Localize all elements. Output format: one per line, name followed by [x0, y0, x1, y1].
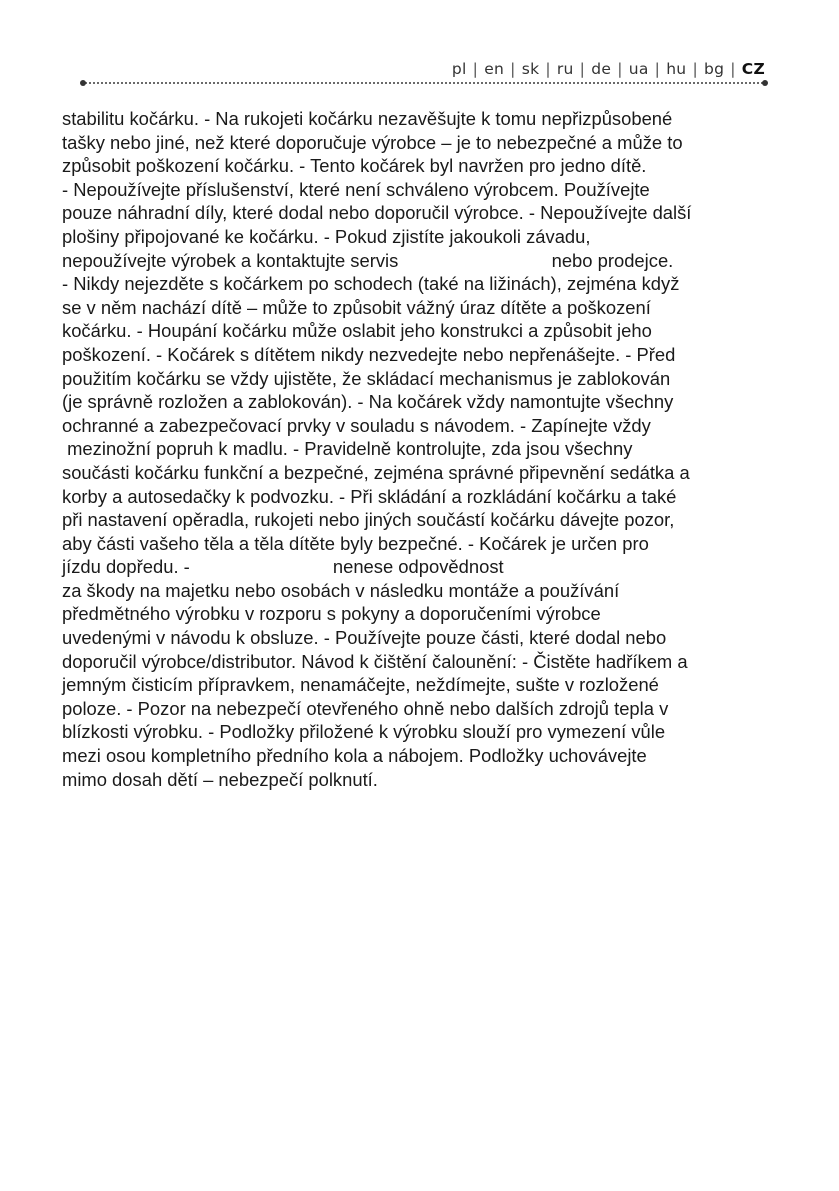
lang-separator: |	[472, 60, 479, 78]
body-line: doporučil výrobce/distributor. Návod k čištění čalounění: - Čistěte hadříkem a	[62, 650, 688, 672]
body-line: - Nepoužívejte příslušenství, které není schváleno výrobcem. Používejte	[62, 178, 650, 200]
lang-cz-active: CZ	[741, 60, 765, 78]
lang-ua[interactable]: ua	[628, 60, 649, 78]
lang-sk[interactable]: sk	[521, 60, 540, 78]
lang-de[interactable]: de	[591, 60, 612, 78]
body-line: nepoužívejte výrobek a kontaktujte servis nebo prodejce.	[62, 249, 674, 271]
body-line: jemným čisticím přípravkem, nenamáčejte, neždímejte, sušte v rozložené	[62, 674, 659, 696]
lang-ru[interactable]: ru	[556, 60, 574, 78]
lang-separator: |	[579, 60, 586, 78]
manual-body-text	[62, 107, 786, 791]
body-line: způsobit poškození kočárku. - Tento kočárek byl navržen pro jedno dítě.	[62, 155, 647, 177]
body-line: kočárku. - Houpání kočárku může oslabit jeho konstrukci a způsobit jeho	[62, 320, 652, 342]
divider-end-dot	[762, 80, 768, 86]
body-line: korby a autosedačky k podvozku. - Při skládání a rozkládání kočárku a také	[62, 485, 677, 507]
body-line: (je správně rozložen a zablokován). - Na kočárek vždy namontujte všechny	[62, 391, 674, 413]
lang-bg[interactable]: bg	[703, 60, 725, 78]
body-line: se v něm nachází dítě – může to způsobit vážný úraz dítěte a poškození	[62, 296, 651, 318]
body-line: - Nikdy nejezděte s kočárkem po schodech (také na ližinách), zejména když	[62, 273, 680, 295]
body-line: aby části vašeho těla a těla dítěte byly bezpečné. - Kočárek je určen pro	[62, 532, 649, 554]
body-line: ochranné a zabezpečovací prvky v souladu s návodem. - Zapínejte vždy	[62, 414, 651, 436]
body-line: blízkosti výrobku. - Podložky přiložené k výrobku slouží pro vymezení vůle	[62, 721, 666, 743]
body-line: stabilitu kočárku. - Na rukojeti kočárku nezavěšujte k tomu nepřizpůsobené	[62, 108, 673, 129]
divider-end-dot	[80, 80, 86, 86]
body-line: uvedenými v návodu k obsluze. - Používejte pouze části, které dodal nebo	[62, 627, 667, 649]
body-line: součásti kočárku funkční a bezpečné, zejména správné připevnění sedátka a	[62, 461, 690, 483]
lang-separator: |	[545, 60, 551, 78]
lang-separator: |	[692, 60, 698, 78]
body-line: za škody na majetku nebo osobách v následku montáže a používání	[62, 579, 620, 601]
body-line: při nastavení opěradla, rukojeti nebo jiných součástí kočárku dávejte pozor,	[62, 509, 675, 531]
body-line: poloze. - Pozor na nebezpečí otevřeného ohně nebo dalších zdrojů tepla v	[62, 697, 669, 719]
language-switcher	[452, 60, 765, 78]
body-line: použitím kočárku se vždy ujistěte, že skládací mechanismus je zablokován	[62, 367, 671, 389]
lang-separator: |	[730, 60, 736, 78]
header-divider	[82, 82, 766, 84]
lang-hu[interactable]: hu	[666, 60, 687, 78]
body-line: předmětného výrobku v rozporu s pokyny a doporučeními výrobce	[62, 603, 601, 625]
body-line: pouze náhradní díly, které dodal nebo doporučil výrobce. - Nepoužívejte další	[62, 202, 692, 224]
body-line: plošiny připojované ke kočárku. - Pokud zjistíte jakoukoli závadu,	[62, 225, 591, 247]
body-line: mezinožní popruh k madlu. - Pravidelně kontrolujte, zda jsou všechny	[62, 438, 633, 460]
lang-pl[interactable]: pl	[451, 60, 467, 78]
lang-separator: |	[617, 60, 623, 78]
body-line: mimo dosah dětí – nebezpečí polknutí.	[62, 768, 378, 790]
body-line: jízdu dopředu. - nenese odpovědnost	[62, 556, 504, 578]
lang-separator: |	[510, 60, 516, 78]
lang-separator: |	[654, 60, 661, 78]
body-line: poškození. - Kočárek s dítětem nikdy nezvedejte nebo nepřenášejte. - Před	[62, 343, 676, 365]
body-line: mezi osou kompletního předního kola a nábojem. Podložky uchovávejte	[62, 745, 647, 767]
lang-en[interactable]: en	[484, 60, 505, 78]
body-line: tašky nebo jiné, než které doporučuje výrobce – je to nebezpečné a může to	[62, 131, 683, 153]
